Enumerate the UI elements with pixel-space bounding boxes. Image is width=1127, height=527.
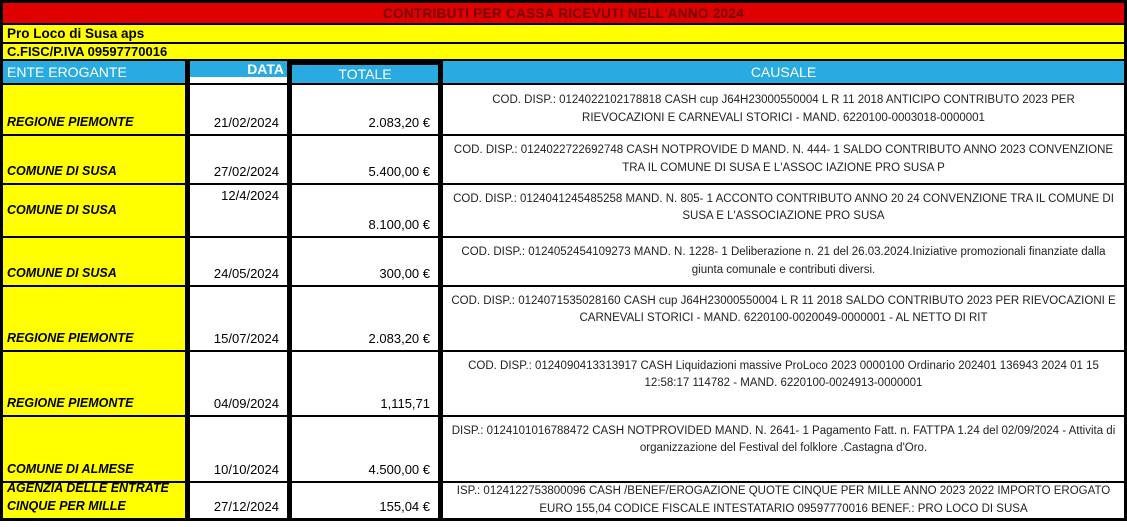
causale-cell: COD. DISP.: 0124052454109273 MAND. N. 1228- 1 Deliberazione n. 21 del 26.03.2024.Iniziative promozionali finanziate dalla giunta comunale e contributi diversi.: [443, 238, 1124, 285]
date-cell: 27/12/2024: [190, 483, 287, 518]
totale-cell: 2.083,20 €: [292, 85, 438, 134]
date-cell: 27/02/2024: [190, 136, 287, 183]
totale-cell: 300,00 €: [292, 238, 438, 285]
totale-cell: 5.400,00 €: [292, 136, 438, 183]
ente-cell: COMUNE DI SUSA: [3, 185, 185, 236]
col-header-data: DATA: [190, 61, 287, 83]
totale-cell: 1,115,71: [292, 352, 438, 415]
causale-cell: COD. DISP.: 0124071535028160 CASH cup J64H23000550004 L R 11 2018 SALDO CONTRIBUTO 2023 PER RIEVOCAZIONI E CARNEVALI STORICI - MAND. 6220100-0020049-0000001 - AL NETTO DI RIT: [443, 287, 1124, 350]
ente-cell: AGENZIA DELLE ENTRATE CINQUE PER MILLE: [3, 483, 185, 518]
col-header-ente-erogante: ENTE EROGANTE: [3, 61, 185, 83]
col-header-causale: CAUSALE: [443, 61, 1124, 83]
ente-cell: COMUNE DI SUSA: [3, 238, 185, 285]
date-cell: 12/4/2024: [190, 185, 287, 236]
date-cell: 10/10/2024: [190, 417, 287, 481]
totale-cell: 155,04 €: [292, 483, 438, 518]
ente-cell: COMUNE DI SUSA: [3, 136, 185, 183]
org-name: Pro Loco di Susa aps: [3, 25, 1124, 42]
date-cell: 15/07/2024: [190, 287, 287, 350]
tax-code: C.FISC/P.IVA 09597770016: [3, 44, 1124, 59]
ente-cell: REGIONE PIEMONTE: [3, 85, 185, 134]
causale-cell: COD. DISP.: 0124022102178818 CASH cup J64H23000550004 L R 11 2018 ANTICIPO CONTRIBUTO 2023 PER RIEVOCAZIONI E CARNEVALI STORICI - MAND. 6220100-0003018-0000001: [443, 85, 1124, 134]
totale-cell: 4.500,00 €: [292, 417, 438, 481]
totale-cell: 8.100,00 €: [292, 185, 438, 236]
causale-cell: DISP.: 0124101016788472 CASH NOTPROVIDED MAND. N. 2641- 1 Pagamento Fatt. n. FATTPA 1.24 del 02/09/2024 - Attivita di organizzazione del Festival del folklore .Castagna d'Oro.: [443, 417, 1124, 481]
ente-cell: COMUNE DI ALMESE: [3, 417, 185, 481]
date-cell: 24/05/2024: [190, 238, 287, 285]
table-title: CONTRIBUTI PER CASSA RICEVUTI NELL'ANNO 2024: [3, 3, 1124, 23]
date-cell: 21/02/2024: [190, 85, 287, 134]
ente-cell: REGIONE PIEMONTE: [3, 287, 185, 350]
causale-cell: ISP.: 0124122753800096 CASH /BENEF/EROGAZIONE QUOTE CINQUE PER MILLE ANNO 2023 2022 IMPORTO EROGATO EURO 155,04 CODICE FISCALE INTESTATARIO 09597770016 BENEF.: PRO LOCO DI SUSA: [443, 483, 1124, 518]
date-cell: 04/09/2024: [190, 352, 287, 415]
causale-cell: COD. DISP.: 0124022722692748 CASH NOTPROVIDE D MAND. N. 444- 1 SALDO CONTRIBUTO ANNO 2023 CONVENZIONE TRA IL COMUNE DI SUSA E L'ASSOC IAZIONE PRO SUSA P: [443, 136, 1124, 183]
col-header-totale: TOTALE: [292, 61, 438, 83]
causale-cell: COD. DISP.: 0124090413313917 CASH Liquidazioni massive ProLoco 2023 0000100 Ordinario 202401 136943 2024 01 15 12:58:17 114782 - MAND. 6220100-0024913-0000001: [443, 352, 1124, 415]
ente-cell: REGIONE PIEMONTE: [3, 352, 185, 415]
totale-cell: 2.083,20 €: [292, 287, 438, 350]
causale-cell: COD. DISP.: 0124041245485258 MAND. N. 805- 1 ACCONTO CONTRIBUTO ANNO 20 24 CONVENZIONE TRA IL COMUNE DI SUSA E L'ASSOCIAZIONE PRO SUSA: [443, 185, 1124, 236]
